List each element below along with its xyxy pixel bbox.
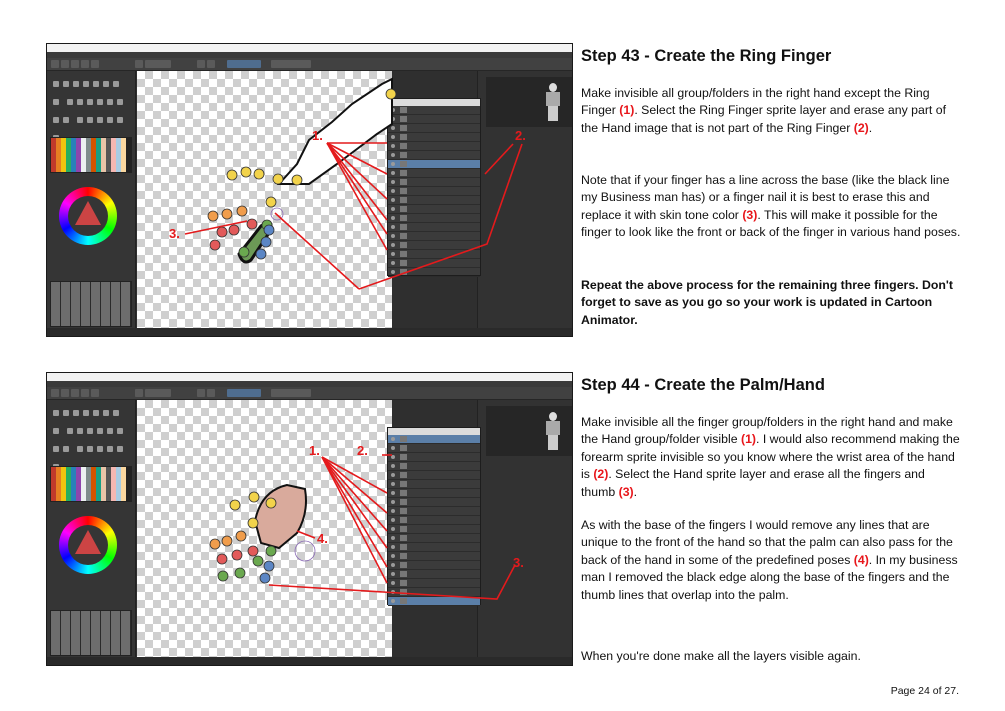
step44-title: Step 44 - Create the Palm/Hand xyxy=(581,376,825,394)
step43-paragraph-2: Note that if your finger has a line across the base (like the black line my Business man has) or a finger nail it is best to erase this and replace it with skin tone color (3). This will make it possible for the finger to look like the front or back of the finger in various hand poses. xyxy=(581,173,961,240)
callout-arrows xyxy=(269,455,515,599)
ref-1: (1) xyxy=(740,432,756,447)
step44-paragraph-2: As with the base of the fingers I would remove any lines that are unique to the front of the hand so that the palm can also pass for the back of the hand in some of the predefined poses (4). In my business man I removed the black edge along the base of the fingers and the thumb lines that overlap into the palm. xyxy=(581,518,958,602)
callout-1: 1. xyxy=(309,443,320,458)
ref-2: (2) xyxy=(593,467,609,482)
callout-arrows xyxy=(185,143,522,289)
callout-1: 1. xyxy=(312,128,323,143)
step44-paragraph-3: When you're done make all the layers visible again. xyxy=(581,649,861,663)
screenshot-step43 xyxy=(46,43,573,337)
callout-3: 3. xyxy=(169,226,180,241)
page-number: Page 24 of 27. xyxy=(890,685,959,697)
ref-4: (4) xyxy=(853,552,869,567)
step43-paragraph-1: Make invisible all group/folders in the right hand except the Ring Finger (1). Select the Ring Finger sprite layer and erase any part of the Hand image that is not part of the Ring Finger (2). xyxy=(581,86,946,135)
ref-2: (2) xyxy=(853,120,869,135)
step43-title: Step 43 - Create the Ring Finger xyxy=(581,47,832,65)
screenshot-step44 xyxy=(46,372,573,666)
callout-4: 4. xyxy=(317,531,328,546)
ref-3: (3) xyxy=(618,484,634,499)
ref-1: (1) xyxy=(619,103,635,118)
callout-3: 3. xyxy=(513,555,524,570)
step44-paragraph-1: Make invisible all the finger group/folders in the right hand and make the Hand group/folder visible (1). I would also recommend making the forearm sprite invisible so you know where the wrist area of the hand is (2). Select the Hand sprite layer and erase all the fingers and thumb (3). xyxy=(581,415,960,499)
ref-3: (3) xyxy=(742,207,758,222)
callout-2: 2. xyxy=(357,443,368,458)
annotation-overlay xyxy=(47,373,572,665)
callout-2: 2. xyxy=(515,128,526,143)
step43-paragraph-3: Repeat the above process for the remaining three fingers. Don't forget to save as you go so your work is updated in Cartoon Animator. xyxy=(581,278,953,327)
annotation-overlay xyxy=(47,44,572,336)
